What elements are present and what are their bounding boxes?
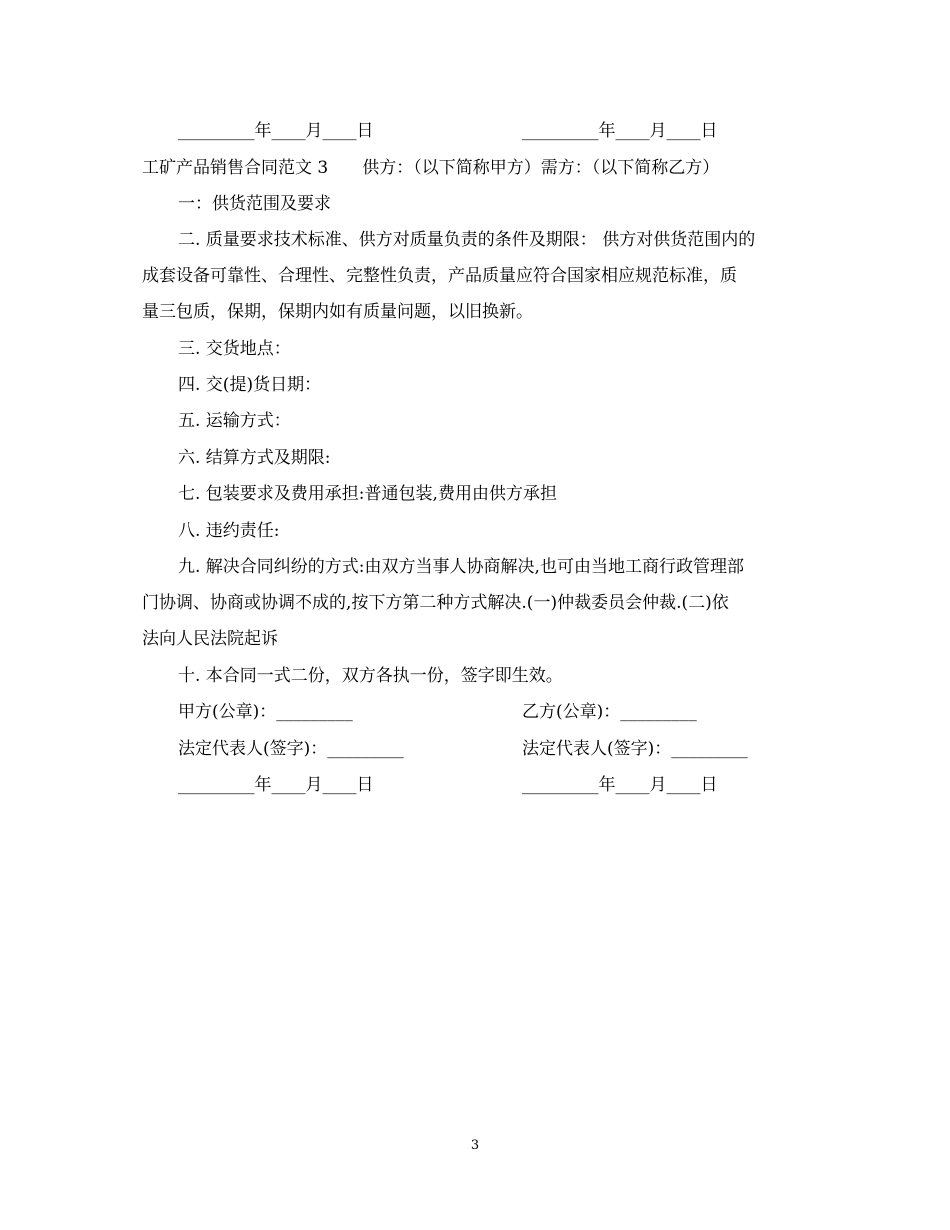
clause-10: 十. 本合同一式二份，双方各执一份，签字即生效。 — [178, 666, 563, 686]
clause-9-line-3: 法向人民法院起诉 — [142, 629, 278, 649]
party-a-date: _________年____月____日 — [178, 775, 374, 795]
top-date-right: _________年____月____日 — [522, 121, 718, 141]
party-a-representative: 法定代表人(签字)：_________ — [178, 739, 404, 759]
clause-3: 三. 交货地点： — [178, 339, 291, 359]
clause-4: 四. 交(提)货日期： — [178, 375, 322, 395]
clause-8: 八. 违约责任: — [178, 521, 280, 541]
party-b-date: _________年____月____日 — [522, 775, 718, 795]
clause-2-line-1: 二. 质量要求技术标准、供方对质量负责的条件及期限： 供方对供货范围内的 — [178, 230, 756, 250]
contract-heading: 工矿产品销售合同范文 3 供方：（以下简称甲方）需方：（以下简称乙方） — [142, 158, 720, 178]
clause-9-line-1: 九. 解决合同纠纷的方式:由双方当事人协商解决,也可由当地工商行政管理部 — [178, 557, 744, 577]
clause-5: 五. 运输方式： — [178, 411, 291, 431]
clause-2-line-3: 量三包质，保期，保期内如有质量问题，以旧换新。 — [142, 302, 533, 322]
page-number: 3 — [470, 1138, 480, 1153]
party-b-representative: 法定代表人(签字)：_________ — [522, 739, 748, 759]
party-a-seal: 甲方(公章)：_________ — [178, 702, 353, 722]
clause-6: 六. 结算方式及期限: — [178, 448, 331, 468]
clause-7: 七. 包装要求及费用承担:普通包装,费用由供方承担 — [178, 484, 557, 504]
clause-1: 一：供货范围及要求 — [178, 194, 331, 214]
party-b-seal: 乙方(公章)：_________ — [522, 702, 697, 722]
clause-9-line-2: 门协调、协商或协调不成的,按下方第二种方式解决.(一)仲裁委员会仲裁.(二)依 — [142, 593, 729, 613]
clause-2-line-2: 成套设备可靠性、合理性、完整性负责，产品质量应符合国家相应规范标准，质 — [142, 266, 737, 286]
top-date-left: _________年____月____日 — [178, 121, 374, 141]
